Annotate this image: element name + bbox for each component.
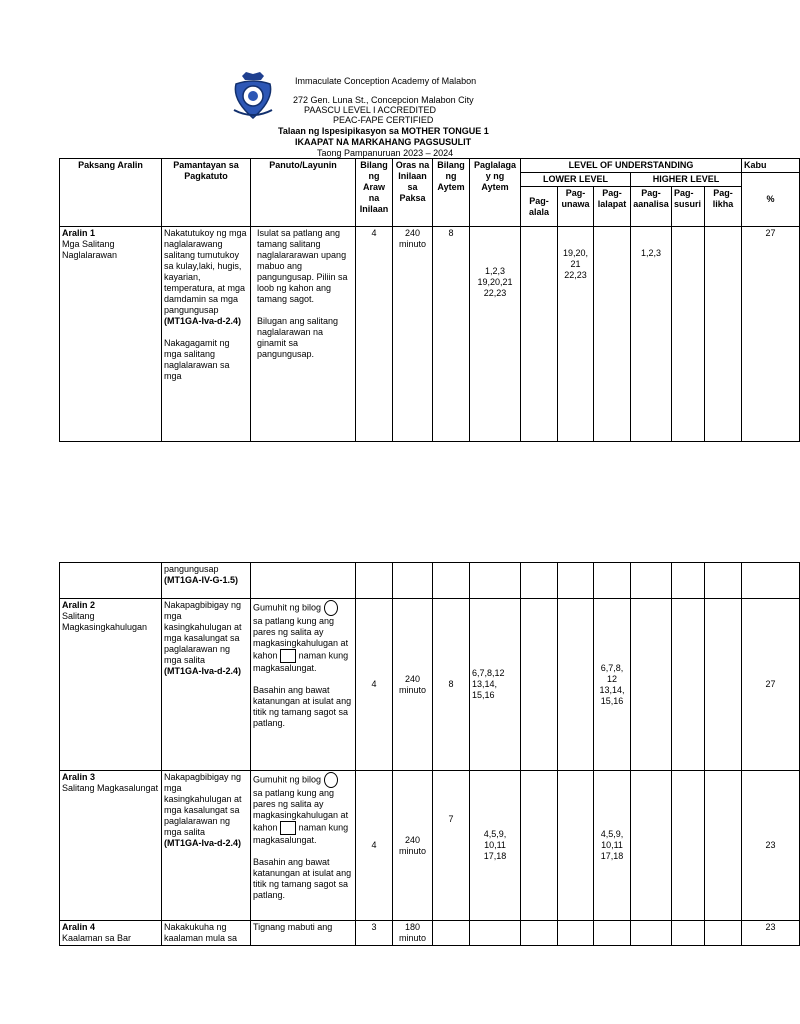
competency-text: Nakatutukoy ng mga naglalarawang salitang tumutukoy sa kulay,laki, hugis, kayarian, temperatura, at mga damdamin sa mga pangungusap — [164, 228, 247, 315]
days-value: 4 — [356, 227, 393, 442]
table-row — [60, 599, 800, 771]
analyze-value: 1,2,3 — [640, 248, 662, 258]
col-evaluate: Pag-susuri — [672, 187, 705, 227]
hours-value: 180 minuto — [393, 921, 433, 946]
col-instruction: Panuto/Layunin — [251, 159, 356, 227]
apply-value: 6,7,8, 12 13,14, 15,16 — [594, 599, 631, 771]
instruction-text: Tignang mabuti ang — [251, 921, 356, 946]
col-items: Bilang ng Aytem — [433, 159, 470, 227]
placement-value: 4,5,9, 10,11 17,18 — [470, 771, 521, 921]
col-apply: Pag-lalapat — [594, 187, 631, 227]
col-placement: Paglalagay ng Aytem — [470, 159, 521, 227]
instruction-text-4: Basahin ang bawat katanungan at isulat ang titik ng tamang sagot sa patlang. — [253, 685, 352, 728]
competency-code: (MT1GA-Iva-d-2.4) — [164, 666, 242, 676]
instruction-text-2: sa patlang kung ang pares ng salita ay magkasingkahulugan at kahon — [253, 788, 349, 833]
document-subtitle: IKAAPAT NA MARKAHANG PAGSUSULIT — [295, 137, 472, 147]
col-lower-level: LOWER LEVEL — [521, 173, 631, 187]
specification-table-page-1 — [59, 158, 800, 442]
col-remember: Pag-alala — [521, 187, 558, 227]
document-title: Talaan ng Ispesipikasyon sa MOTHER TONGUE 1 — [278, 126, 489, 136]
box-shape-icon — [280, 649, 296, 663]
school-seal-logo — [228, 70, 278, 122]
accreditation: PAASCU LEVEL I ACCREDITED — [304, 105, 437, 115]
competency-text: Nakapagbibigay ng mga kasingkahulugan at mga kasalungat sa paglalarawan ng mga salita — [164, 600, 242, 665]
instruction-text-3: naman kung magkasalungat. — [253, 650, 349, 673]
competency-code: (MT1GA-Iva-d-2.4) — [164, 838, 242, 848]
competency-code: (MT1GA-IV-G-1.5) — [164, 575, 239, 585]
competency-text: Nakapagbibigay ng mga kasingkahulugan at mga kasalungat sa paglalarawan ng mga salita — [164, 772, 242, 837]
percent-value: 23 — [742, 771, 800, 921]
col-level: LEVEL OF UNDERSTANDING — [521, 159, 742, 173]
lesson-topic: Mga Salitang Naglalarawan — [62, 239, 118, 260]
col-higher-level: HIGHER LEVEL — [631, 173, 742, 187]
percent-value: 27 — [742, 227, 800, 442]
instruction-text-3: naman kung magkasalungat. — [253, 822, 349, 845]
col-create: Pag-likha — [705, 187, 742, 227]
items-value: 8 — [433, 227, 470, 442]
percent-value: 27 — [742, 599, 800, 771]
days-value: 3 — [356, 921, 393, 946]
instruction-text: Gumuhit ng bilog — [253, 602, 322, 613]
instruction-text-4: Basahin ang bawat katanungan at isulat ang titik ng tamang sagot sa patlang. — [253, 857, 352, 900]
instruction-text: Gumuhit ng bilog — [253, 774, 322, 785]
instruction-text-2: Bilugan ang salitang naglalarawan na ginamit sa pangungusap. — [257, 316, 339, 359]
col-competency: Pamantayan sa Pagkatuto — [162, 159, 251, 227]
competency-text: Nakakukuha ng kaalaman mula sa — [162, 921, 251, 946]
apply-value: 4,5,9, 10,11 17,18 — [594, 771, 631, 921]
instruction-text: Isulat sa patlang ang tamang salitang naglalararawan upang mabuo ang pangungusap. Piliin sa loob ng kahon ang tamang sagot. — [257, 228, 348, 304]
placement-value: 6,7,8,12 13,14, 15,16 — [470, 599, 521, 771]
school-year: Taong Pampanuruan 2023 – 2024 — [317, 148, 454, 158]
lesson-number: Aralin 1 — [62, 228, 96, 238]
table-row — [60, 921, 800, 946]
specification-table-page-2 — [59, 562, 800, 946]
lesson-topic: Salitang Magkasingkahulugan — [62, 611, 148, 632]
school-address: 272 Gen. Luna St., Concepcion Malabon City — [293, 95, 474, 105]
col-topic: Paksang Aralin — [60, 159, 162, 227]
box-shape-icon — [280, 821, 296, 835]
items-value: 7 — [448, 814, 454, 824]
lesson-number: Aralin 2 — [62, 600, 96, 610]
hours-value: 240 minuto — [393, 771, 433, 921]
hours-value: 240 minuto — [393, 599, 433, 771]
lesson-number: Aralin 4 — [62, 922, 96, 932]
certification: PEAC-FAPE CERTIFIED — [333, 115, 434, 125]
col-total: Kabu — [742, 159, 800, 173]
lesson-topic: Kaalaman sa Bar — [62, 933, 132, 943]
circle-shape-icon — [324, 772, 338, 788]
col-percent: % — [742, 173, 800, 227]
items-value: 8 — [433, 599, 470, 771]
col-days: Bilang ng Araw na Inilaan — [356, 159, 393, 227]
lesson-number: Aralin 3 — [62, 772, 96, 782]
competency-text-2: Nakagagamit ng mga salitang naglalarawan sa mga — [164, 338, 230, 381]
col-understand: Pag-unawa — [558, 187, 594, 227]
days-value: 4 — [356, 771, 393, 921]
competency-code: (MT1GA-Iva-d-2.4) — [164, 316, 242, 326]
understand-value: 19,20, 21 22,23 — [562, 248, 589, 280]
hours-value: 240 minuto — [393, 227, 433, 442]
table-row — [60, 771, 800, 921]
lesson-topic: Salitang Magkasalungat — [62, 783, 159, 793]
col-analyze: Pag-aanalisa — [631, 187, 672, 227]
competency-text: pangungusap — [164, 564, 219, 574]
school-name: Immaculate Conception Academy of Malabon — [295, 76, 477, 86]
col-hours: Oras na Inilaan sa Paksa — [393, 159, 433, 227]
percent-value: 23 — [742, 921, 800, 946]
instruction-text-2: sa patlang kung ang pares ng salita ay magkasingkahulugan at kahon — [253, 616, 349, 661]
table-row — [60, 563, 800, 599]
table-row — [60, 227, 800, 442]
placement-value: 1,2,3 19,20,21 22,23 — [477, 266, 513, 298]
circle-shape-icon — [324, 600, 338, 616]
days-value: 4 — [356, 599, 393, 771]
